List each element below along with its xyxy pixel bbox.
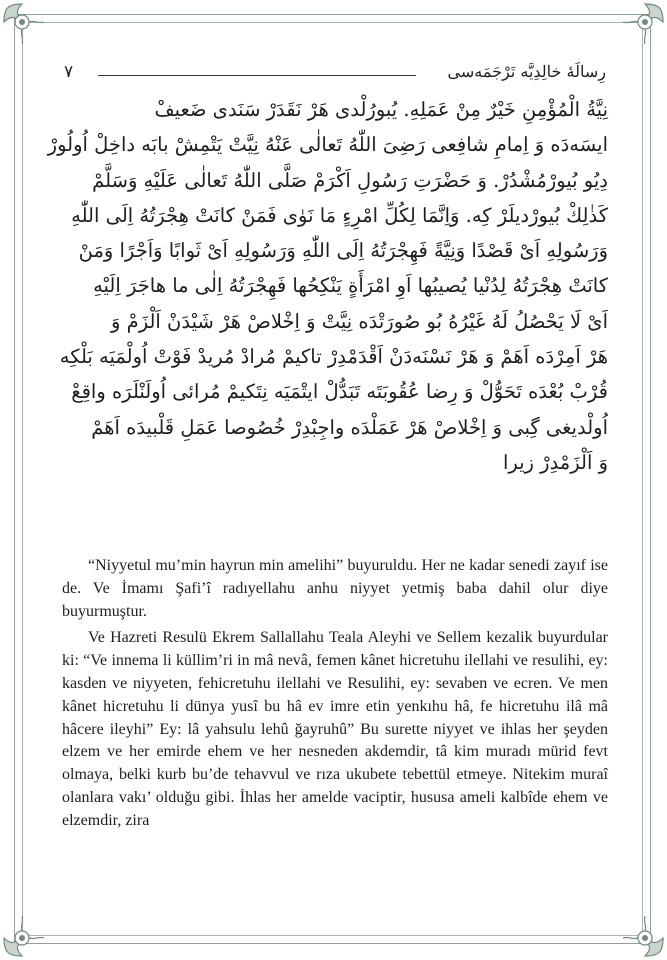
ottoman-line: كانَتْ هِجْرَتُهُ لِدُنْيا يُصيبُها اَوِ امْرَأَةٍ يَنْكِحُها فَهِجْرَتُهُ اِلٰى ما هاجَرَ اِلَيْهِ (93, 274, 608, 298)
corner-ornament-top-right (623, 0, 667, 44)
ottoman-line: اَىْ لَا يَحْصُلُ لَهُ غَيْرُهُ بُو صُورَتْدَه نِيَّتْ وَ اِخْلاصْ هَرْ شَيْدَنْ اَلْزَمْ وَ (111, 309, 608, 333)
corner-ornament-bottom-right (623, 916, 667, 960)
ottoman-line: دِيُو بُيورْمُشْدُرْ. وَ حَضْرَتِ رَسُولِ اَكْرَمْ صَلَّى اللّٰهُ تَعالٰى عَلَيْهِ وَسَلَّمْ (92, 168, 608, 192)
ottoman-line: قُرْبْ بُعْدَه تَحَوُّلْ وَ رِضا عُقُوبَتَه تَبَدُّلْ ايتْمَيَه نِتَكيمْ مُرائى اُولَنْلَرَه واقِعْ (71, 380, 608, 404)
ottoman-line: وَرَسُولِهِ اَىْ قَصْدًا وَنِيَّةً فَهِجْرَتُهُ اِلَى اللّٰهِ وَرَسُولِهِ اَىْ ثَوابًا وَاَجْرًا وَمَنْ (78, 239, 608, 263)
ottoman-line: وَ اَلْزَمْدِرْ زيرا (502, 450, 608, 474)
transliteration-paragraph: Ve Hazreti Resulü Ekrem Sallallahu Teala Aleyhi ve Sellem kezalik buyurdular ki: “Ve innema li küllim’ri in mâ nevâ, femen kânet hicretuhu ilellahi ve resulihi, ey: kasden ve niyyeten, fehicretuhu ilellahi ve Resulihi, ey: sevaben ve ecren. Ve men kânet hicretuhu li dünya yusî bu hâ ev imre etin yenkıhu hâ, fe hicretuhu ilâ mâ hâcere ileyhi” Ey: lâ yahsulu lehû ğayruhû” Bu surette niyyet ve ihlas her şeyden elzem ve her emirde ehem ve her nesneden akdemdir, tâ kim muradı mürid fevt olmaya, belki kurb bu’de tehavvul ve rıza ukubete tebettül etmeye. Nitekim muraî olanlara vakı’ olduğu gibi. İhlas her amelde vaciptir, hususa ameli kalbîde ehem ve elzemdir, zira (62, 629, 608, 829)
corner-ornament-bottom-left (0, 916, 44, 960)
ottoman-line: ايسَه‌دَه وَ اِمامِ شافِعى رَضِىَ اللّٰهُ تَعالٰى عَنْهُ نِيَّتْ يَتْمِشْ بابَه داخِلْ اُولُورْ (47, 133, 608, 157)
ottoman-line: هَرْ اَمِرْدَه اَهَمْ وَ هَرْ نَسْنَه‌دَنْ اَقْدَمْدِرْ تاكيمْ مُرادْ مُريدْ فَوْتْ اُولْمَيَه بَلْكِه (59, 345, 608, 369)
ottoman-line: نِيَّةُ الْمُؤْمِنِ خَيْرٌ مِنْ عَمَلِهِ. يُبورُلْدى هَرْ نَقَدَرْ سَنَدى ضَعيفْ (154, 98, 608, 121)
ottoman-line: اُولْديغى گِبى وَ اِخْلاصْ هَرْ عَمَلْدَه واجِبْدِرْ خُصُوصا عَمَلِ قَلْبيدَه اَهَمْ (91, 415, 608, 439)
corner-ornament-top-left (0, 0, 44, 44)
transliteration-paragraph: “Niyyetul mu’min hayrun min amelihi” buyuruldu. Her ne kadar senedi zayıf ise de. Ve İmamı Şafi’î radıyellahu anhu niyyet yetmiş baba dahil olur diye buyurmuştur. (62, 557, 608, 620)
header-title: رِسالَهٔ خالِدِيَّه تَرْجَمَه‌سى (447, 62, 606, 81)
ottoman-text-block (47, 92, 608, 480)
ottoman-line: كَذٰلِكْ بُيورْديلَرْ كِه. وَاِنَّمَا لِكُلِّ امْرِءٍ مَا نَوٰى فَمَنْ كانَتْ هِجْرَتُهُ اِلَى اللّٰهِ (71, 203, 608, 227)
header-rule (98, 75, 416, 76)
page-number: ٧ (64, 62, 74, 82)
transliteration-text-block (62, 555, 608, 833)
running-header (58, 62, 606, 86)
